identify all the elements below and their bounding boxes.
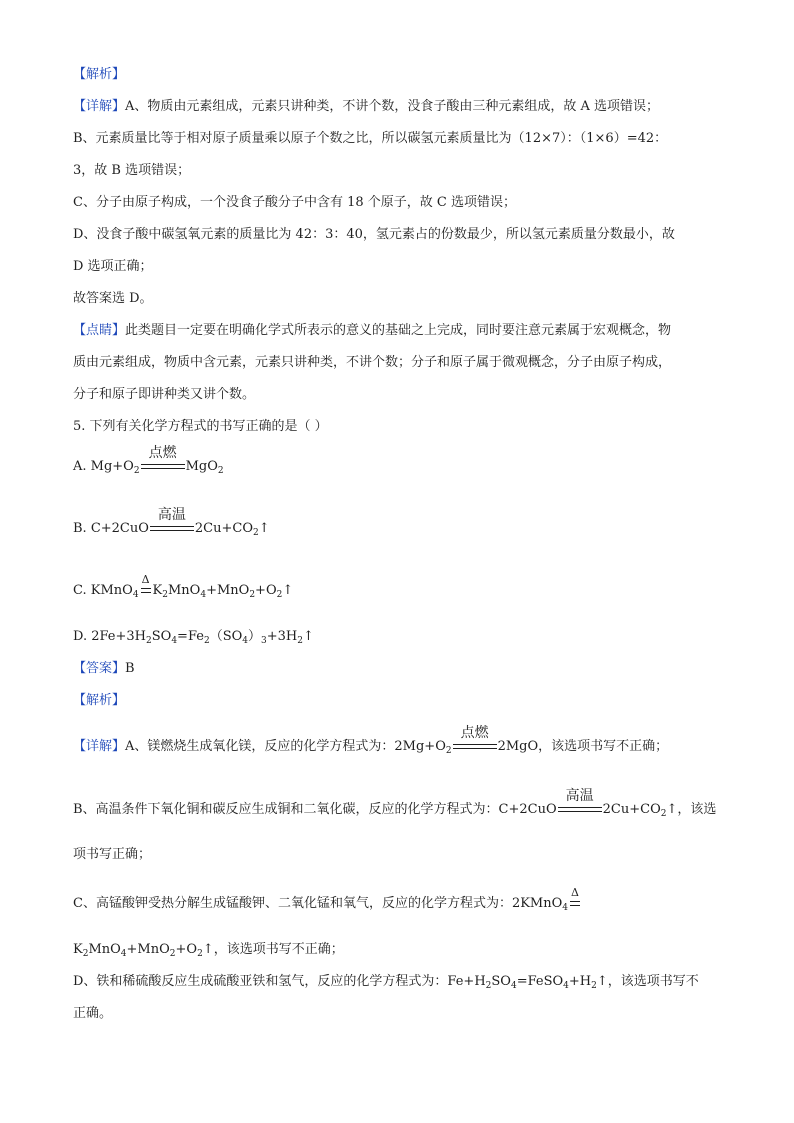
option-a-product: MgO xyxy=(185,459,218,474)
answer-row xyxy=(73,660,135,678)
detail-d-line2: D 选项正确； xyxy=(73,259,153,274)
dianjing-text1: 此类题目一定要在明确化学式所表示的意义的基础之上完成，同时要注意元素属于宏观概念，物 xyxy=(125,323,672,338)
xiangjie-label-2: 【详解】 xyxy=(73,739,126,754)
explain-d-line2: 正确。 xyxy=(73,1006,113,1021)
equals-bar xyxy=(453,744,497,749)
high-temp-condition: 高温 xyxy=(150,522,194,532)
gas-arrow-icon: ↑ xyxy=(303,629,314,644)
explain-b-line1: B、高温条件下氧化铜和碳反应生成铜和二氧化碳，反应的化学方程式为：C+2CuO 高温 $2Cu+CO_2↑$，该选 xyxy=(73,788,717,819)
option-b-reactants: B. C+2CuO xyxy=(73,521,149,536)
option-a: A. $Mg+O_2$ 点燃 MgO$_2$ xyxy=(73,445,224,476)
gas-arrow-icon: ↑ xyxy=(202,942,214,957)
jiexi-label: 【解析】 xyxy=(73,67,126,82)
gas-arrow-icon: ↑ xyxy=(282,583,294,598)
dianjing-label: 【点睛】 xyxy=(73,323,126,338)
answer-value: B xyxy=(125,661,135,676)
explain-c-line2: $K_2MnO_4+MnO_2+O_2↑$，该选项书写不正确； xyxy=(73,942,344,959)
equals-bar xyxy=(141,464,185,469)
explain-d-line1: D、铁和稀硫酸反应生成硫酸亚铁和氢气，反应的化学方程式为：$Fe+H_2SO_4=FeSO_4+H_2↑$，该选项书写不 xyxy=(73,974,699,991)
equals-bar xyxy=(570,901,580,906)
ignite-condition: 点燃 xyxy=(141,460,185,470)
answer-summary: 故答案选 D。 xyxy=(73,291,153,306)
gas-arrow-icon: ↑ xyxy=(596,974,608,989)
dianjing-line3: 分子和原子即讲种类又讲个数。 xyxy=(73,387,256,402)
detail-b-line2: 3，故 B 选项错误； xyxy=(73,163,191,178)
dianjing-line2: 质由元素组成，物质中含元素，元素只讲种类，不讲个数；分子和原子属于微观概念，分子由原子构成， xyxy=(73,355,672,370)
detail-a-text: A、物质由元素组成，元素只讲种类，不讲个数，没食子酸由三种元素组成，故 A 选项错误； xyxy=(125,99,660,114)
equals-bar xyxy=(558,807,602,812)
explain-b-line2: 项书写正确； xyxy=(73,847,152,862)
high-temp-condition: 高温 xyxy=(558,803,602,813)
ignite-condition: 点燃 xyxy=(453,740,497,750)
option-c: C. KMnO$_4$ Δ $K_2MnO_4+MnO_2+O_2↑$ xyxy=(73,573,294,600)
gas-arrow-icon: ↑ xyxy=(666,802,678,817)
detail-d-line1: D、没食子酸中碳氢氧元素的质量比为 42：3：40，氢元素占的份数最少，所以氢元素质量分数最小，故 xyxy=(73,227,675,242)
equals-bar xyxy=(150,526,194,531)
option-a-reactants: A. Mg+O xyxy=(73,459,134,474)
heat-condition: Δ xyxy=(569,897,581,907)
jiexi-label-2: 【解析】 xyxy=(73,693,126,708)
question-5-stem: 5. 下列有关化学方程式的书写正确的是（ ） xyxy=(73,419,328,434)
option-c-reactant: C. KMnO xyxy=(73,583,133,598)
equals-bar xyxy=(141,588,151,593)
gas-arrow-icon: ↑ xyxy=(258,521,270,536)
detail-b-line1: B、元素质量比等于相对原子质量乘以原子个数之比，所以碳氢元素质量比为（12×7）：（1×6）=42： xyxy=(73,131,668,146)
detail-c: C、分子由原子构成，一个没食子酸分子中含有 18 个原子，故 C 选项错误； xyxy=(73,195,516,210)
explain-a: 【详解】A、镁燃烧生成氧化镁，反应的化学方程式为：$2Mg+O_2$ 点燃 2MgO，该选项书写不正确； xyxy=(73,725,669,756)
explain-c-line1: C、高锰酸钾受热分解生成锰酸钾、二氧化锰和氧气，反应的化学方程式为：2KMnO$_4$ Δ xyxy=(73,895,582,913)
xiangjie-label: 【详解】 xyxy=(73,99,126,114)
option-b-products: 2Cu+CO xyxy=(194,521,253,536)
option-d: D. $2Fe+3H_2SO_4=Fe_2(SO_4)_3+3H_2↑$ xyxy=(73,629,314,646)
option-b: B. C+2CuO 高温 $2Cu+CO_2↑$ xyxy=(73,507,270,538)
dianjing-line1 xyxy=(73,322,671,340)
detail-a xyxy=(73,98,659,116)
heat-condition: Δ xyxy=(140,584,152,594)
answer-label: 【答案】 xyxy=(73,661,126,676)
